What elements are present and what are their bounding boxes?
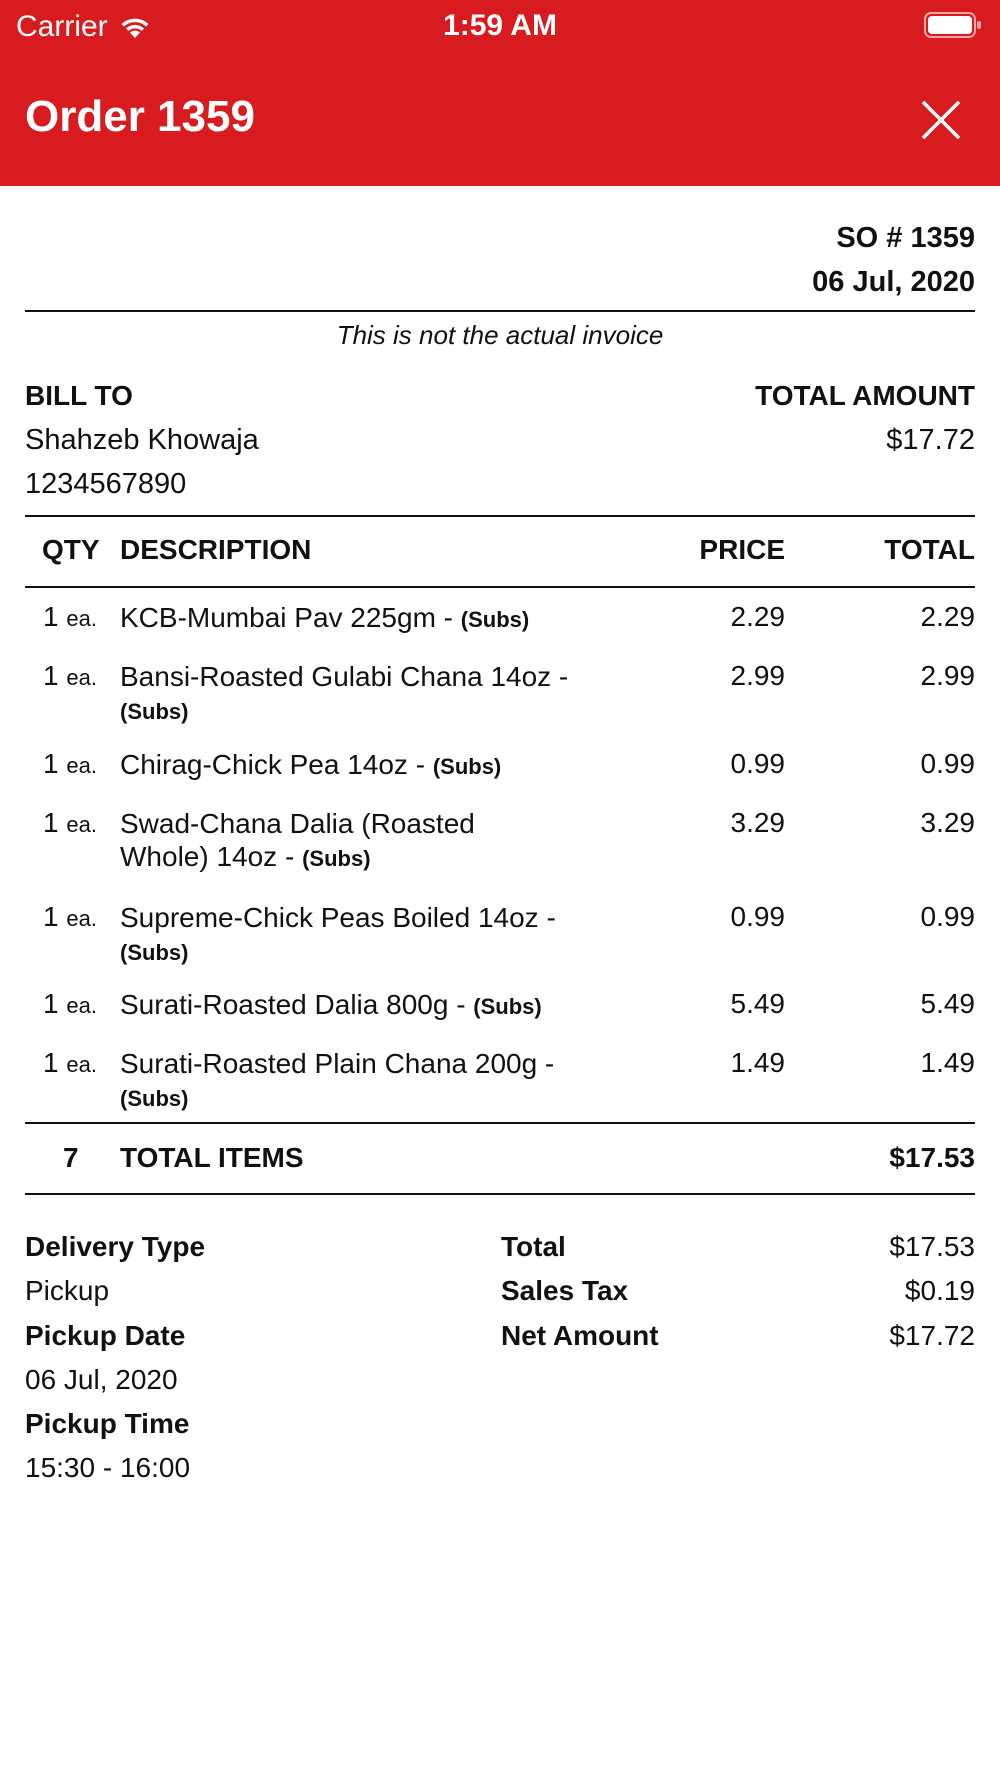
qty-unit: ea.	[66, 906, 97, 931]
so-info	[812, 216, 975, 304]
divider	[25, 586, 975, 588]
row-description	[120, 748, 620, 783]
row-price: 3.29	[730, 807, 785, 838]
total-items-count: 7	[63, 1142, 79, 1173]
bill-to-label: BILL TO	[25, 380, 133, 411]
qty-value: 1	[43, 660, 59, 691]
row-total: 1.49	[920, 1047, 975, 1078]
so-number: SO # 1359	[836, 222, 975, 254]
invoice-disclaimer: This is not the actual invoice	[336, 320, 664, 350]
qty-unit: ea.	[66, 665, 97, 690]
row-qty	[43, 901, 97, 933]
subs-tag: (Subs)	[460, 607, 530, 632]
divider	[25, 1122, 975, 1124]
qty-value: 1	[43, 807, 59, 838]
row-description	[120, 988, 620, 1023]
row-total: 3.29	[920, 807, 975, 838]
bill-to-phone: 1234567890	[25, 468, 187, 500]
row-description	[120, 901, 620, 969]
row-price: 5.49	[730, 988, 785, 1019]
item-name: Bansi-Roasted Gulabi Chana 14oz -	[120, 661, 569, 692]
subs-tag: (Subs)	[120, 699, 189, 724]
subs-tag: (Subs)	[120, 940, 189, 965]
row-total: 0.99	[920, 748, 975, 779]
row-qty	[43, 748, 97, 780]
close-icon[interactable]	[920, 99, 962, 141]
bill-to-name: Shahzeb Khowaja	[25, 424, 259, 456]
row-total: 2.99	[920, 660, 975, 691]
pickup-time-label: Pickup Time	[25, 1408, 190, 1439]
battery-icon	[924, 12, 982, 38]
qty-unit: ea.	[66, 753, 97, 778]
net-amount-value: $17.72	[889, 1320, 975, 1351]
total-amount-label: TOTAL AMOUNT	[755, 380, 975, 411]
pickup-date-label: Pickup Date	[25, 1320, 186, 1351]
row-qty	[43, 601, 97, 633]
qty-unit: ea.	[66, 606, 97, 631]
qty-value: 1	[43, 901, 59, 932]
row-qty	[43, 807, 97, 839]
column-header-price: PRICE	[699, 534, 785, 565]
nav-header	[0, 0, 1000, 186]
row-price: 2.29	[730, 601, 785, 632]
column-header-qty: QTY	[42, 534, 100, 565]
subs-tag: (Subs)	[120, 1086, 189, 1111]
qty-unit: ea.	[66, 993, 97, 1018]
row-description	[120, 601, 620, 636]
row-price: 2.99	[730, 660, 785, 691]
divider	[25, 515, 975, 517]
delivery-type-value: Pickup	[25, 1275, 110, 1306]
row-qty	[43, 988, 97, 1020]
total-items-label: TOTAL ITEMS	[120, 1142, 304, 1173]
row-total: 2.29	[920, 601, 975, 632]
divider	[25, 1193, 975, 1195]
pickup-time-value: 15:30 - 16:00	[25, 1452, 191, 1483]
qty-unit: ea.	[66, 1052, 97, 1077]
row-qty	[43, 660, 97, 692]
column-header-total: TOTAL	[884, 534, 975, 565]
status-bar	[0, 0, 1000, 52]
qty-value: 1	[43, 748, 59, 779]
column-header-description: DESCRIPTION	[120, 534, 312, 565]
item-name: Surati-Roasted Dalia 800g -	[120, 989, 474, 1020]
divider	[25, 310, 975, 312]
sales-tax-value: $0.19	[904, 1275, 975, 1306]
item-name: KCB-Mumbai Pav 225gm -	[120, 602, 461, 633]
row-description	[120, 660, 620, 728]
subs-tag: (Subs)	[302, 846, 371, 871]
qty-unit: ea.	[66, 812, 97, 837]
qty-value: 1	[43, 988, 59, 1019]
qty-value: 1	[43, 601, 59, 632]
status-time: 1:59 AM	[443, 9, 557, 42]
row-qty	[43, 1047, 97, 1079]
summary-total-label: Total	[501, 1231, 566, 1262]
so-date: 06 Jul, 2020	[812, 266, 975, 298]
delivery-type-label: Delivery Type	[25, 1231, 206, 1262]
item-name: Supreme-Chick Peas Boiled 14oz -	[120, 902, 556, 933]
row-total: 5.49	[920, 988, 975, 1019]
pickup-date-value: 06 Jul, 2020	[25, 1364, 178, 1395]
net-amount-label: Net Amount	[501, 1320, 659, 1351]
carrier-label: Carrier	[16, 10, 108, 43]
total-amount-value: $17.72	[886, 424, 975, 456]
row-price: 0.99	[730, 748, 785, 779]
page-title: Order 1359	[25, 92, 255, 141]
qty-value: 1	[43, 1047, 59, 1078]
sales-tax-label: Sales Tax	[501, 1275, 629, 1306]
row-total: 0.99	[920, 901, 975, 932]
item-name: Chirag-Chick Pea 14oz -	[120, 749, 433, 780]
item-name: Surati-Roasted Plain Chana 200g -	[120, 1048, 555, 1079]
row-price: 0.99	[730, 901, 785, 932]
total-items-value: $17.53	[889, 1142, 975, 1173]
subs-tag: (Subs)	[473, 994, 542, 1019]
row-description	[120, 807, 540, 875]
row-price: 1.49	[730, 1047, 785, 1078]
summary-total-value: $17.53	[889, 1231, 975, 1262]
row-description	[120, 1047, 620, 1115]
subs-tag: (Subs)	[432, 754, 502, 779]
item-name: Swad-Chana Dalia (Roasted Whole) 14oz -	[120, 808, 475, 872]
